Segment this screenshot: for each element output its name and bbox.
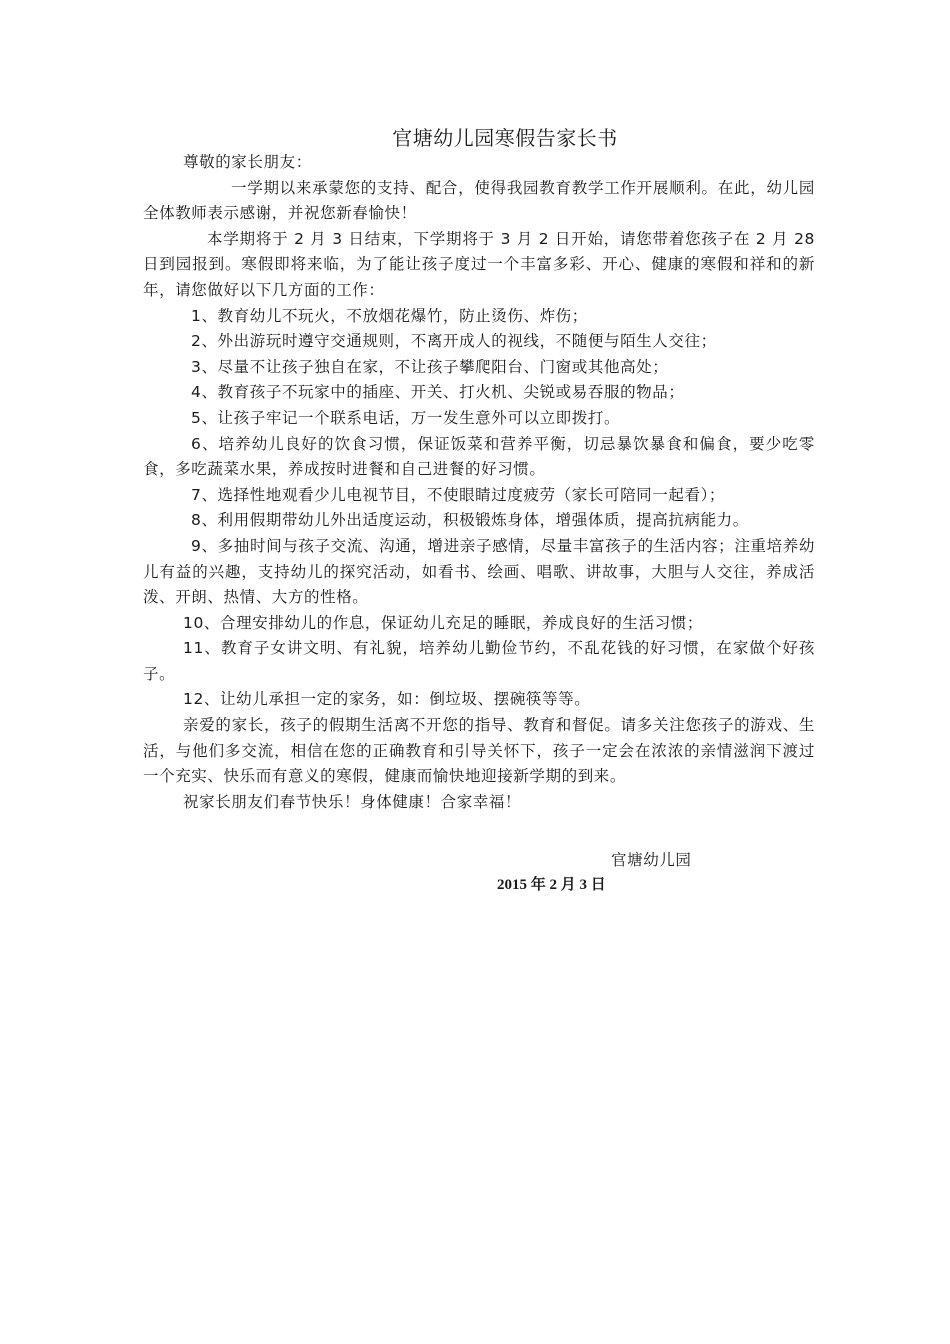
list-item: 8、利用假期带幼儿外出适度运动，积极锻炼身体，增强体质，提高抗病能力。	[191, 511, 749, 530]
date: 2015 年 2 月 3 日	[497, 877, 606, 893]
list-item: 10、合理安排幼儿的作息，保证幼儿充足的睡眠，养成良好的生活习惯；	[183, 613, 704, 632]
wishes-line: 祝家长朋友们春节快乐！身体健康！合家幸福！	[183, 792, 522, 811]
list-item: 11、教育子女讲文明、有礼貌，培养幼儿勤俭节约，不乱花钱的好习惯，在家做个好孩子。	[143, 639, 815, 683]
list-item: 7、选择性地观看少儿电视节目，不使眼睛过度疲劳（家长可陪同一起看）；	[191, 485, 726, 504]
salutation: 尊敬的家长朋友：	[183, 153, 312, 171]
list-item: 2、外出游玩时遵守交通规则，不离开成人的视线，不随便与陌生人交往；	[191, 332, 717, 351]
intro-paragraph: 一学期以来承蒙您的支持、配合，使得我园教育教学工作开展顺利。在此，幼儿园全体教师表示感谢，并祝您新春愉快！	[143, 178, 815, 223]
list-item: 6、培养幼儿良好的饮食习惯，保证饭菜和营养平衡，切忌暴饮暴食和偏食，要少吃零食，多吃蔬菜水果，养成按时进餐和自己进餐的好习惯。	[143, 434, 815, 479]
document-body	[143, 150, 815, 815]
list-item: 4、教育孩子不玩家中的插座、开关、打火机、尖锐或易吞服的物品；	[191, 383, 685, 402]
list-item: 3、尽量不让孩子独自在家，不让孩子攀爬阳台、门窗或其他高处；	[191, 357, 669, 376]
closing-paragraph: 亲爱的家长，孩子的假期生活离不开您的指导、教育和督促。请多关注您孩子的游戏、生活，与他们多交流，相信在您的正确教育和引导关怀下，孩子一定会在浓浓的亲情滋润下渡过一个充实、快乐而有意义的寒假，健康而愉快地迎接新学期的到来。	[143, 716, 815, 786]
list-item: 1、教育幼儿不玩火，不放烟花爆竹，防止烫伤、炸伤；	[191, 306, 588, 325]
list-item: 12、让幼儿承担一定的家务，如：倒垃圾、摆碗筷等等。	[183, 690, 591, 709]
list-item: 5、让孩子牢记一个联系电话，万一发生意外可以立即拨打。	[191, 408, 621, 427]
list-item: 9、多抽时间与孩子交流、沟通，增进亲子感情，尽量丰富孩子的生活内容；注重培养幼儿有益的兴趣，支持幼儿的探究活动，如看书、绘画、唱歌、讲故事，大胆与人交往，养成活泼、开朗、热情、大方的性格。	[143, 536, 815, 607]
signature: 官塘幼儿园	[611, 851, 692, 869]
document-title: 官塘幼儿园寒假告家长书	[392, 126, 618, 150]
term-notice-paragraph: 本学期将于 2 月 3 日结束，下学期将于 3 月 2 日开始，请您带着您孩子在 2 月 28 日到园报到。寒假即将来临，为了能让孩子度过一个丰富多彩、开心、健康的寒假和祥和的新年，请您做好以下几方面的工作：	[143, 229, 815, 299]
